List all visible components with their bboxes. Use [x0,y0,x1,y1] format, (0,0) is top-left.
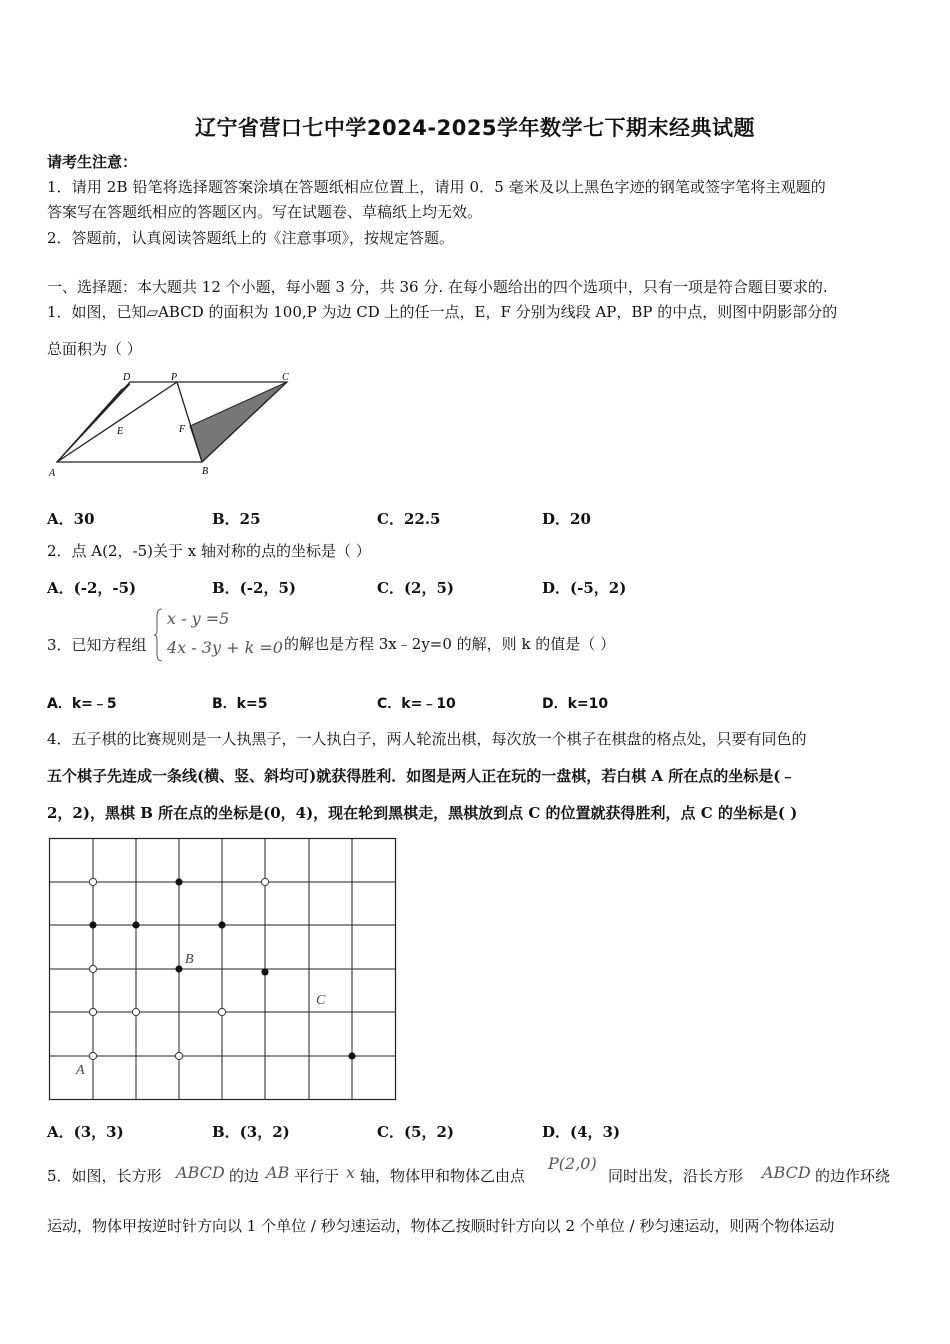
label-d: D [123,372,131,383]
q5-math-point-p: P(2,0) [548,1154,597,1173]
q2-option-b[interactable]: B．(-2，5) [212,579,296,597]
label-e: E [117,426,124,437]
q3-option-a[interactable]: A．k=﹣5 [47,696,117,712]
white-stone-a [89,1052,96,1059]
q5-math-abcd: ABCD [176,1163,225,1182]
page-title: 辽宁省营口七中学2024-2025学年数学七下期末经典试题 [194,116,756,140]
q5-text-line-2: 运动，物体甲按逆时针方向以 1 个单位 / 秒匀速运动，物体乙按顺时针方向以 2 个单位 / 秒匀速运动，则两个物体运动 [47,1217,835,1235]
q4-option-c[interactable]: C．(5，2) [377,1123,455,1141]
q1-text-line-1: 1．如图，已知▱ABCD 的面积为 100,P 为边 CD 上的任一点，E，F 分别为线段 AP，BP 的中点，则图中阴影部分的 [47,303,838,321]
q5-text-part-6: 的边作环绕 [815,1167,891,1185]
q4-text-line-2: 五个棋子先连成一条线(横、竖、斜均可)就获得胜利．如图是两人正在玩的一盘棋，若白棋 A 所在点的坐标是(﹣ [47,767,796,785]
q3-option-d[interactable]: D．k=10 [542,696,609,712]
shaded-triangle-right [190,382,287,462]
q2-option-c[interactable]: C．(2，5) [377,579,455,597]
q5-math-x: x [346,1163,356,1182]
q4-text-line-3: 2，2)，黑棋 B 所在点的坐标是(0，4)，现在轮到黑棋走，黑棋放到点 C 的位置就获得胜利，点 C 的坐标是( ) [47,804,798,822]
q3-option-c[interactable]: C．k=﹣10 [377,696,456,712]
q4-option-a[interactable]: A．(3，3) [47,1123,124,1141]
q3-prefix: 3．已知方程组 [47,636,147,654]
label-b: B [202,466,209,477]
white-stone [89,965,96,972]
parallelogram-abcd [57,382,287,462]
q1-option-a[interactable]: A．30 [47,510,95,528]
black-stone [132,921,139,928]
white-stone [89,878,96,885]
q4-option-d[interactable]: D．(4，3) [542,1123,621,1141]
parallelogram-figure [40,368,300,478]
label-b: B [185,952,194,967]
notice-heading: 请考生注意： [47,153,138,171]
notice-line-2: 2．答题前，认真阅读答题纸上的《注意事项》，按规定答题。 [47,229,455,247]
white-stone [261,878,268,885]
notice-line-1a: 1．请用 2B 铅笔将选择题答案涂填在答题纸相应位置上，请用 0．5 毫米及以上黑色字迹的钢笔或签字笔将主观题的 [47,178,826,196]
q5-math-abcd-2: ABCD [762,1163,811,1182]
q5-text-part-4: 轴，物体甲和物体乙由点 [360,1167,526,1185]
section-1-heading: 一、选择题：本大题共 12 个小题，每小题 3 分，共 36 分. 在每小题给出的四个选项中，只有一项是符合题目要求的. [47,278,828,296]
white-stone [132,1008,139,1015]
gomoku-board [46,834,402,1104]
q5-text-part-3: 平行于 [294,1167,340,1185]
white-stone [218,1008,225,1015]
label-a: A [49,468,56,478]
q2-option-d[interactable]: D．(-5，2) [542,579,627,597]
q5-text-part-5: 同时出发，沿长方形 [608,1167,744,1185]
white-stone [89,1008,96,1015]
label-p: P [171,372,178,383]
q3-brace [153,608,163,662]
label-a: A [76,1063,85,1078]
black-stone [89,921,96,928]
white-stone [175,1052,182,1059]
q5-text-part-1: 5．如图，长方形 [47,1167,162,1185]
q4-text-line-1: 4．五子棋的比赛规则是一人执黑子，一人执白子，两人轮流出棋，每次放一个棋子在棋盘的格点处，只要有同色的 [47,730,807,748]
q1-option-c[interactable]: C．22.5 [377,510,441,528]
label-c: C [316,993,326,1008]
q5-text-part-2: 的边 [229,1167,260,1185]
black-stone [218,921,225,928]
black-stone [348,1052,355,1059]
q3-option-b[interactable]: B．k=5 [212,696,268,712]
black-stone [261,968,268,975]
q5-math-ab: AB [266,1163,290,1182]
black-stone-b [175,965,182,972]
q2-text: 2．点 A(2，-5)关于 x 轴对称的点的坐标是（ ） [47,542,371,560]
notice-line-1b: 答案写在答题纸相应的答题区内。写在试题卷、草稿纸上均无效。 [47,203,483,221]
label-f: F [179,424,186,435]
q2-option-a[interactable]: A．(-2，-5) [47,579,137,597]
q1-option-b[interactable]: B．25 [212,510,261,528]
label-c: C [282,372,289,383]
q3-suffix: 的解也是方程 3x﹣2y=0 的解，则 k 的值是（ ） [284,635,616,653]
black-stone [175,878,182,885]
q3-equation-2: 4x - 3y + k =0 [167,638,283,657]
q4-option-b[interactable]: B．(3，2) [212,1123,290,1141]
q1-option-d[interactable]: D．20 [542,510,591,528]
q3-equation-1: x - y =5 [167,609,230,628]
q1-text-line-2: 总面积为（ ） [47,340,142,358]
